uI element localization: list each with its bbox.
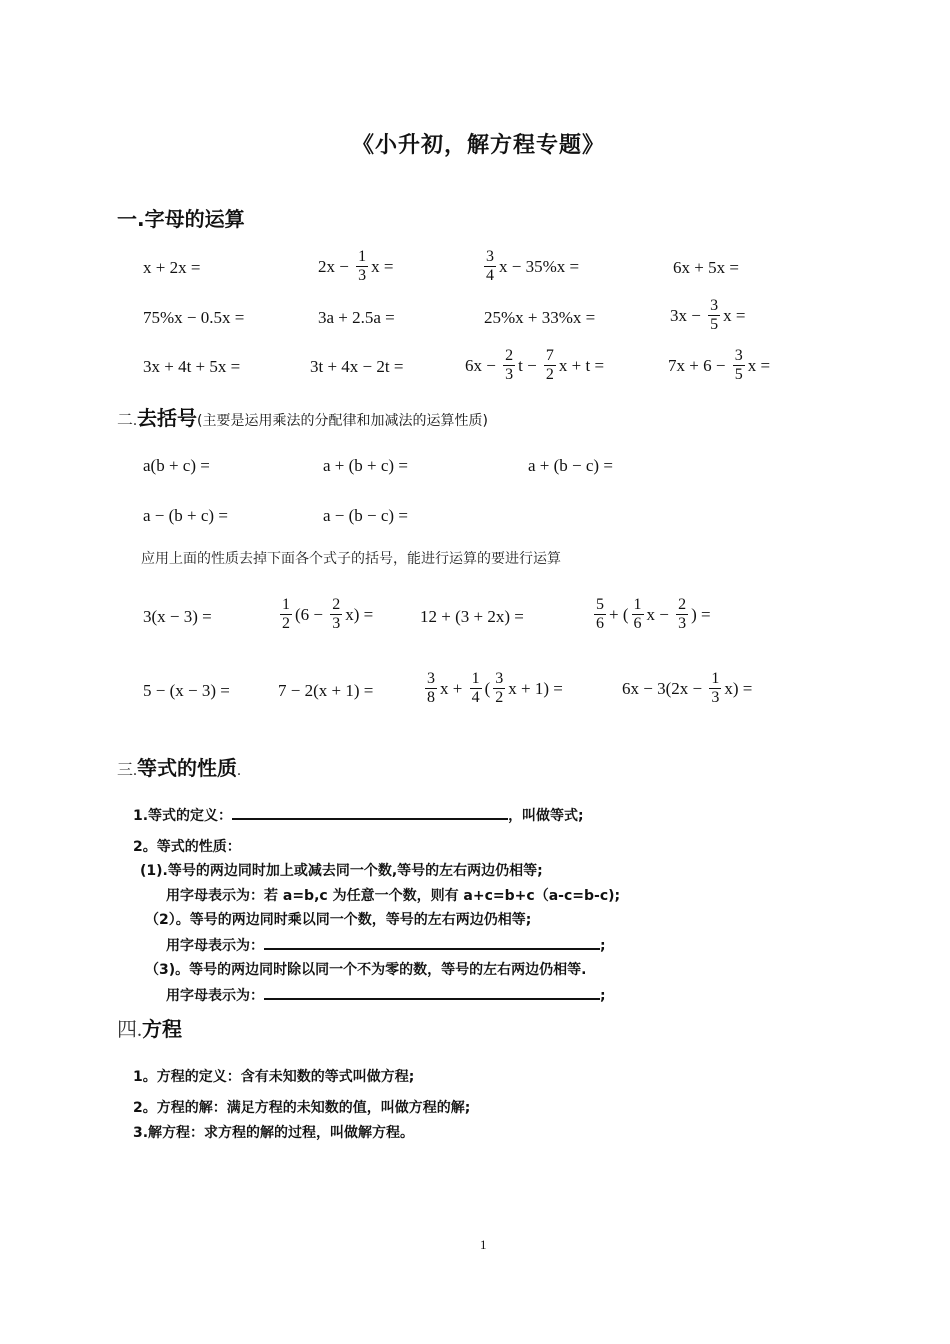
expr-text: x = [723, 305, 746, 325]
property-2: （2）。等号的两边同时乘以同一个数，等号的左右两边仍相等; [145, 912, 532, 928]
fraction-denominator: 2 [282, 615, 290, 632]
expr-text: 75%x − 0.5x = [143, 308, 245, 327]
fraction [330, 596, 342, 633]
property-label: 2。等式的性质： [133, 839, 241, 855]
expr-text: 6x + 5x = [673, 258, 739, 277]
expr-text: a − (b − c) = [323, 506, 408, 525]
expr-text: 3x − [670, 305, 706, 325]
math-expr [528, 456, 613, 476]
expr-text: 3(x − 3) = [143, 607, 212, 626]
fraction-denominator: 2 [545, 366, 554, 383]
expr-text: x + 1) = [508, 678, 563, 698]
expr-text: ( [484, 678, 491, 698]
blank-line [264, 934, 600, 950]
math-expr [673, 258, 739, 278]
property-3: （3)。等号的两边同时除以同一个不为零的数，等号的左右两边仍相等. [145, 962, 587, 978]
expr-text: 7 − 2(x + 1) = [278, 681, 374, 700]
math-expr [420, 607, 524, 627]
math-expr [278, 681, 373, 701]
fraction-numerator: 2 [505, 347, 514, 364]
fraction-numerator: 7 [545, 347, 554, 364]
property-2-expression [166, 934, 606, 955]
fraction-numerator: 3 [486, 248, 494, 265]
fraction-denominator: 6 [633, 615, 642, 632]
fraction [280, 596, 292, 633]
fraction-numerator: 1 [282, 596, 290, 613]
fraction-denominator: 3 [358, 267, 367, 284]
section2-header [117, 402, 488, 431]
fraction-numerator: 1 [471, 670, 480, 687]
solving-equation: 3.解方程：求方程的解的过程，叫做解方程。 [133, 1125, 415, 1141]
section1-heading: 一.字母的运算 [117, 207, 245, 231]
section3-number: 三. [117, 762, 138, 779]
definition-label: 1.等式的定义： [133, 808, 233, 824]
math-expr [670, 297, 745, 334]
expr-text: x) = [724, 678, 753, 698]
fraction-numerator: 2 [332, 596, 341, 613]
math-expr [622, 670, 752, 707]
section4-number: 四. [117, 1019, 142, 1041]
expr-text: + ( [609, 604, 629, 624]
fraction [676, 596, 688, 633]
expr-text: 12 + (3 + 2x) = [420, 607, 524, 626]
math-expr [318, 248, 393, 285]
fraction-numerator: 1 [711, 670, 720, 687]
expr-text: 7x + 6 − [668, 355, 730, 375]
semicolon: ; [600, 988, 606, 1004]
section3-header [117, 752, 241, 781]
page-number: 1 [480, 1237, 487, 1252]
fraction-denominator: 3 [678, 615, 687, 632]
section2-heading: 去括号 [137, 406, 198, 430]
expr-text: 6x − [465, 355, 501, 375]
fraction-numerator: 2 [678, 596, 687, 613]
expr-text: a + (b − c) = [528, 456, 613, 475]
math-expr [423, 670, 563, 707]
fraction [493, 670, 505, 707]
fraction-numerator: 3 [734, 347, 743, 364]
fraction-denominator: 6 [596, 615, 604, 632]
expr-text: x + [440, 678, 467, 698]
expr-text: 6x − 3(2x − [622, 678, 707, 698]
blank-line [264, 984, 600, 1000]
section3-heading: 等式的性质 [137, 756, 238, 780]
section3-dot: . [237, 762, 242, 779]
equality-definition [133, 804, 584, 825]
math-expr [592, 596, 711, 633]
expr-text: 25%x + 33%x = [484, 308, 596, 327]
math-expr [310, 357, 403, 377]
math-expr [143, 456, 210, 476]
math-expr [143, 357, 240, 377]
fraction-denominator: 4 [486, 267, 494, 284]
expr-text: x − 35%x = [499, 256, 580, 276]
expr-text: 3x + 4t + 5x = [143, 357, 241, 376]
section2-instruction: 应用上面的性质去掉下面各个式子的括号，能进行运算的要进行运算 [141, 551, 561, 567]
expr-text: a − (b + c) = [143, 506, 228, 525]
equation-solution: 2。方程的解：满足方程的未知数的值，叫做方程的解; [133, 1100, 471, 1116]
math-expr [484, 308, 595, 328]
expr-text: 5 − (x − 3) = [143, 681, 230, 700]
fraction [484, 248, 496, 285]
fraction-numerator: 5 [596, 596, 604, 613]
math-expr [143, 506, 228, 526]
expression-label: 用字母表示为： [166, 988, 264, 1004]
expr-text: 2x − [318, 256, 354, 276]
expr-text: ) = [691, 604, 711, 624]
fraction [470, 670, 482, 707]
fraction-denominator: 4 [471, 689, 480, 706]
math-expr [143, 607, 212, 627]
math-expr [465, 347, 604, 384]
section2-number: 二. [117, 412, 138, 429]
fraction [594, 596, 606, 633]
fraction-numerator: 3 [710, 297, 719, 314]
math-expr [143, 308, 244, 328]
expr-text: x = [747, 355, 771, 375]
math-expr [668, 347, 770, 384]
blank-line [232, 804, 508, 820]
fraction-denominator: 3 [505, 366, 514, 383]
fraction [632, 596, 644, 633]
math-expr [323, 456, 408, 476]
definition-suffix: ，叫做等式; [508, 808, 584, 824]
fraction-denominator: 3 [711, 689, 720, 706]
equation-definition: 1。方程的定义：含有未知数的等式叫做方程; [133, 1069, 415, 1085]
property-3-expression [166, 984, 606, 1005]
fraction-denominator: 2 [495, 689, 504, 706]
fraction-denominator: 3 [332, 615, 341, 632]
fraction-numerator: 1 [633, 596, 642, 613]
fraction [733, 347, 745, 384]
expr-text: x + t = [558, 355, 605, 375]
expr-text: x = [371, 256, 394, 276]
expr-text: x) = [345, 604, 374, 624]
fraction [544, 347, 556, 384]
math-expr [318, 308, 395, 328]
math-expr [323, 506, 408, 526]
expr-text: x − [646, 604, 674, 624]
expr-text: 3a + 2.5a = [318, 308, 395, 327]
fraction-numerator: 1 [358, 248, 367, 265]
fraction-numerator: 3 [495, 670, 504, 687]
fraction [709, 670, 721, 707]
section4-header [117, 1013, 182, 1042]
expr-text: (6 − [295, 604, 328, 624]
fraction-denominator: 5 [710, 316, 719, 333]
math-expr [482, 248, 579, 285]
fraction-numerator: 3 [427, 670, 435, 687]
page-title: 《小升初，解方程专题》 [352, 133, 606, 158]
section2-note: (主要是运用乘法的分配律和加减法的运算性质) [197, 413, 488, 429]
fraction [425, 670, 437, 707]
fraction [503, 347, 515, 384]
expr-text: x + 2x = [143, 258, 201, 277]
expr-text: t − [518, 355, 541, 375]
math-expr [143, 258, 200, 278]
section4-heading: 方程 [142, 1017, 182, 1041]
property-1: (1).等号的两边同时加上或减去同一个数,等号的左右两边仍相等; [140, 863, 543, 879]
fraction [708, 297, 720, 334]
property-1-expression: 用字母表示为：若 a=b,c 为任意一个数，则有 a+c=b+c（a-c=b-c); [166, 888, 621, 904]
expr-text: a + (b + c) = [323, 456, 408, 475]
math-expr [278, 596, 373, 633]
fraction-denominator: 5 [734, 366, 743, 383]
math-expr [143, 681, 230, 701]
expr-text: 3t + 4x − 2t = [310, 357, 404, 376]
expression-label: 用字母表示为： [166, 938, 264, 954]
semicolon: ; [600, 938, 606, 954]
fraction [356, 248, 368, 285]
fraction-denominator: 8 [427, 689, 435, 706]
expr-text: a(b + c) = [143, 456, 210, 475]
